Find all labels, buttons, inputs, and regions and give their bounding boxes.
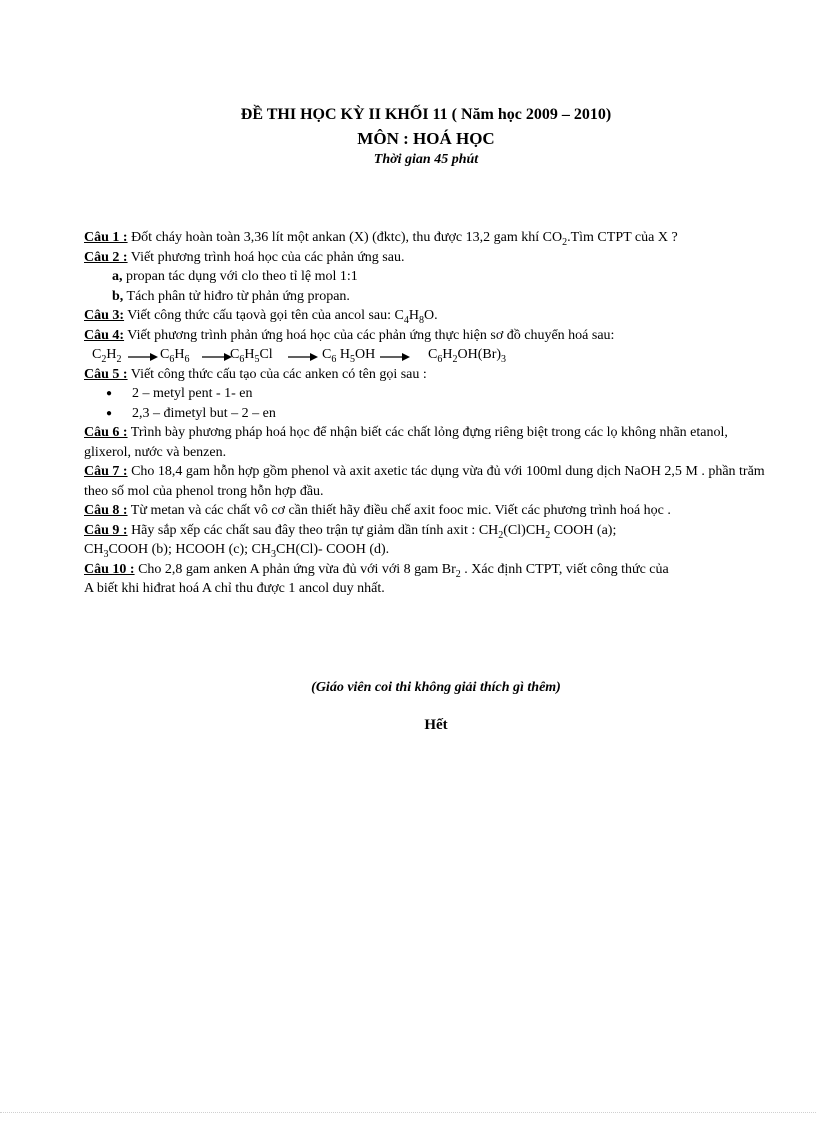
formula-c6h6: $C_6H_6$ — [160, 347, 190, 365]
page-bottom-divider — [0, 1112, 816, 1113]
question-list — [84, 228, 774, 599]
question-2-label: Câu 2 : — [84, 249, 128, 265]
question-3-label: Câu 3: — [84, 308, 125, 323]
question-6-label: Câu 6 : — [84, 425, 128, 440]
question-5: Câu 5 : Viết công thức cấu tạo của các anken có tên gọi sau : — [84, 366, 427, 382]
end-mark: Hết — [424, 717, 448, 733]
question-3: Câu 3: Viết công thức cấu tạovà gọi tên của ancol sau: $C_4H_8O$. — [84, 308, 438, 326]
question-9-label: Câu 9 : — [84, 522, 128, 538]
question-2-part-b: b, Tách phân tử hiđro từ phản ứng propan. — [112, 288, 350, 304]
formula-c6h5cl: $C_6H_5Cl$ — [230, 347, 273, 365]
question-1: Câu 1 : Đốt cháy hoàn toàn 3,36 lít một ankan (X) (đktc), thu được 13,2 gam khí $CO_2.Tìm$ CTPT của X ? — [84, 230, 678, 248]
reaction-arrow-icon — [380, 349, 410, 369]
exam-title: ĐỀ THI HỌC KỲ II KHỐI 11 ( Năm học 2009 – 2010) — [240, 106, 612, 123]
list-item: ● 2,3 – đimetyl but – 2 – en — [84, 404, 774, 424]
question-1-label: Câu 1 : — [84, 230, 128, 245]
question-10: Câu 10 : Cho 2,8 gam anken A phản ứng vừa đủ với với 8 gam $Br_2$ . Xác định CTPT, viết công thức của — [84, 561, 669, 580]
question-6: Câu 6 : Trình bày phương pháp hoá học để nhận biết các chất lỏng đựng riêng biệt trong các lọ không nhãn etanol, glixerol, nước và benzen. — [84, 425, 728, 460]
formula-c2h2: $C_2H_2$ — [92, 347, 122, 365]
reaction-scheme — [84, 345, 774, 365]
question-4-label: Câu 4: — [84, 327, 125, 343]
question-9-line-2: $CH_3COOH$ (b); HCOOH (c); $CH_3CH(Cl)-$ COOH (d). — [84, 542, 390, 560]
question-8: Câu 8 : Từ metan và các chất vô cơ cần thiết hãy điều chế axit fooc mic. Viết các phương trình hoá học . — [84, 503, 671, 518]
question-8-label: Câu 8 : — [84, 503, 128, 518]
formula-phenol: $C_6$ $H_5OH$ — [322, 347, 376, 365]
reaction-arrow-icon — [202, 349, 232, 369]
list-item: ● 2 – metyl pent - 1- en — [84, 384, 774, 404]
question-2-part-a: a, propan tác dụng với clo theo tỉ lệ mol 1:1 — [112, 269, 358, 284]
exam-duration: Thời gian 45 phút — [373, 152, 479, 167]
question-4: Câu 4: Viết phương trình phản ứng hoá học của các phản ứng thực hiện sơ đồ chuyển hoá sau: — [84, 327, 615, 343]
alkene-name-list — [84, 384, 774, 423]
question-2: Câu 2 : Viết phương trình hoá học của các phản ứng sau. — [84, 249, 405, 265]
question-10-label: Câu 10 : — [84, 561, 135, 577]
reaction-arrow-icon — [128, 349, 158, 369]
formula-product: $C_6H_2OH(Br)_3$ — [428, 347, 507, 365]
reaction-arrow-icon — [288, 349, 318, 369]
question-9: Câu 9 : Hãy sắp xếp các chất sau đây theo trận tự giảm dần tính axit : $CH_2(Cl)CH_2$ COOH (a); — [84, 522, 617, 541]
proctor-note: (Giáo viên coi thi không giải thích gì thêm) — [311, 680, 561, 695]
question-7: Câu 7 : Cho 18,4 gam hỗn hợp gồm phenol và axit axetic tác dụng vừa đủ với 100ml dung dịch NaOH 2,5 M . phần trăm theo số mol của phenol trong hỗn hợp đầu. — [84, 464, 765, 499]
question-10-line-2: A biết khi hiđrat hoá A chỉ thu được 1 ancol duy nhất. — [84, 581, 385, 596]
question-5-label: Câu 5 : — [84, 366, 128, 382]
question-7-label: Câu 7 : — [84, 464, 128, 479]
subject-title: MÔN : HOÁ HỌC — [357, 129, 495, 148]
